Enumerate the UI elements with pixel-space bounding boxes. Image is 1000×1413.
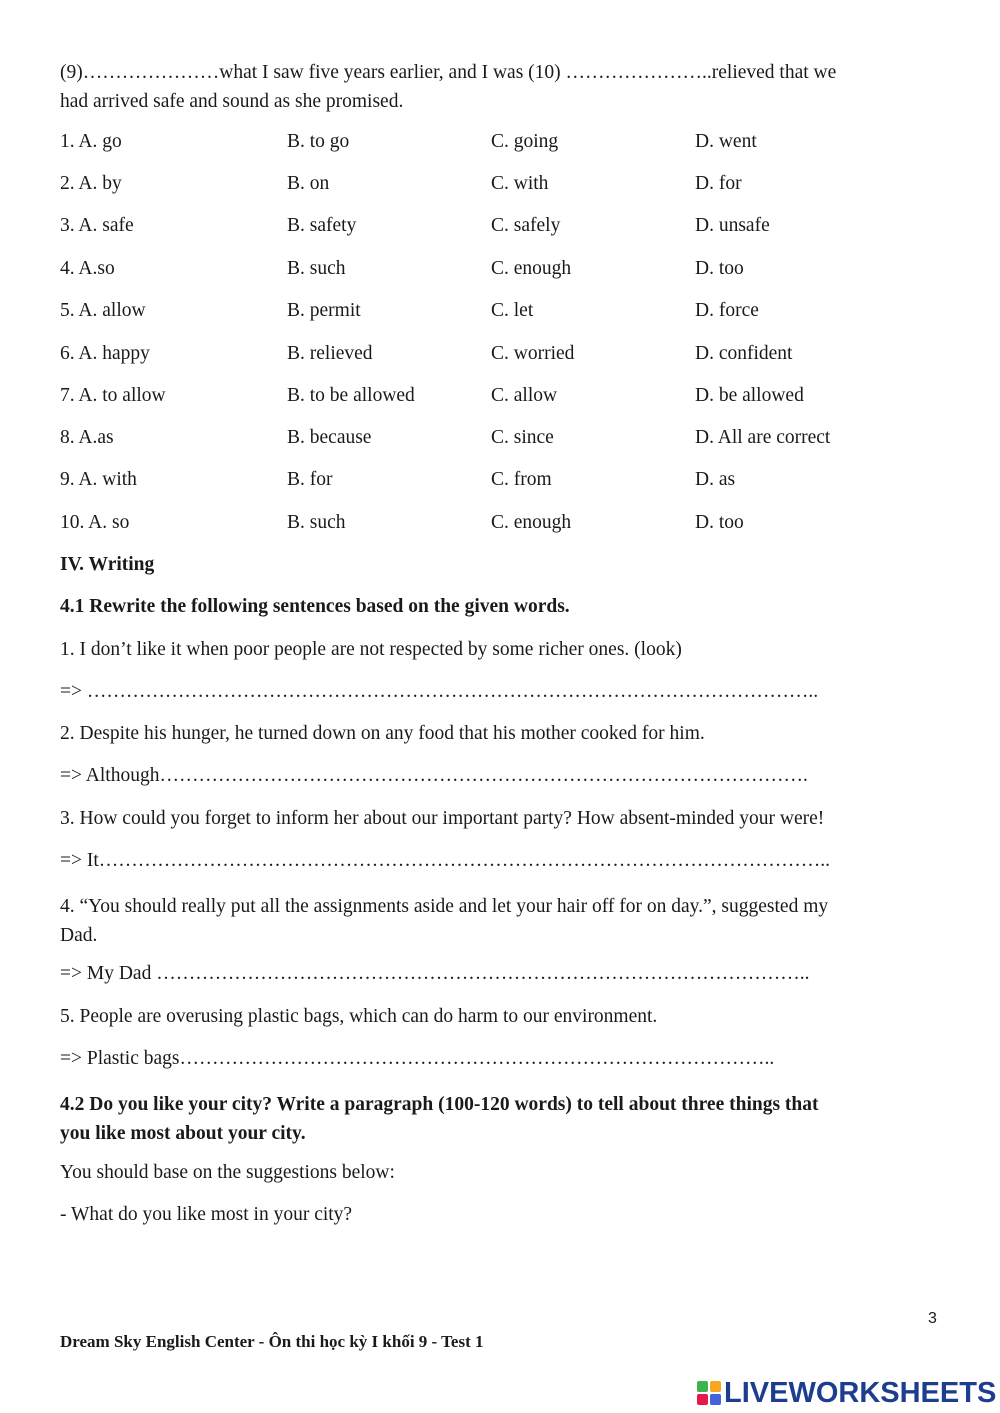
option-c: C. worried [491, 343, 575, 364]
option-c: C. allow [491, 385, 558, 406]
liveworksheets-logo-icon [697, 1381, 721, 1405]
rewrite-answer-3[interactable]: => It………………………………………………………………………………………………….. [60, 850, 831, 871]
option-b: B. safety [287, 215, 357, 236]
option-c: C. going [491, 131, 559, 152]
option-a: 10. A. so [60, 512, 130, 533]
option-c: C. safely [491, 215, 561, 236]
option-d: D. too [695, 258, 744, 279]
option-b: B. on [287, 173, 330, 194]
option-c: C. from [491, 469, 552, 490]
option-a: 4. A.so [60, 258, 115, 279]
option-a: 2. A. by [60, 173, 122, 194]
option-d: D. force [695, 300, 759, 321]
page-number: 3 [928, 1310, 937, 1327]
option-d: D. All are correct [695, 427, 831, 448]
question-row-2 [60, 173, 940, 203]
option-b: B. permit [287, 300, 361, 321]
option-a: 1. A. go [60, 131, 122, 152]
rewrite-prompt-4-line-2: Dad. [60, 925, 98, 946]
option-d: D. went [695, 131, 757, 152]
rewrite-answer-2[interactable]: => Although………………………………………………………………………………………. [60, 765, 808, 786]
question-row-5 [60, 300, 940, 330]
option-d: D. unsafe [695, 215, 770, 236]
passage-line-1: (9)…………………what I saw five years earlier, and I was (10) …………………..relieved that we [60, 62, 837, 83]
option-a: 5. A. allow [60, 300, 146, 321]
question-row-8 [60, 427, 940, 457]
option-a: 9. A. with [60, 469, 137, 490]
option-b: B. for [287, 469, 333, 490]
option-b: B. such [287, 258, 346, 279]
option-a: 6. A. happy [60, 343, 150, 364]
logo-square-1 [697, 1381, 708, 1392]
logo-square-2 [710, 1381, 721, 1392]
rewrite-prompt-3: 3. How could you forget to inform her about our important party? How absent-minded your were! [60, 808, 825, 829]
rewrite-answer-1[interactable]: => ………………………………………………………………………………………………….. [60, 681, 819, 702]
option-b: B. relieved [287, 343, 373, 364]
option-a: 8. A.as [60, 427, 114, 448]
option-b: B. such [287, 512, 346, 533]
option-c: C. with [491, 173, 549, 194]
option-c: C. since [491, 427, 554, 448]
task-heading-paragraph-line-1: 4.2 Do you like your city? Write a paragraph (100-120 words) to tell about three things that [60, 1094, 819, 1115]
rewrite-prompt-1: 1. I don’t like it when poor people are not respected by some richer ones. (look) [60, 639, 682, 660]
question-row-10 [60, 512, 940, 542]
option-a: 7. A. to allow [60, 385, 166, 406]
task-heading-paragraph-line-2: you like most about your city. [60, 1123, 306, 1144]
question-row-9 [60, 469, 940, 499]
rewrite-prompt-4-line-1: 4. “You should really put all the assignments aside and let your hair off for on day.”, suggested my [60, 896, 829, 917]
rewrite-answer-4[interactable]: => My Dad ……………………………………………………………………………………….. [60, 963, 810, 984]
option-a: 3. A. safe [60, 215, 134, 236]
logo-square-3 [697, 1394, 708, 1405]
section-heading-writing: IV. Writing [60, 554, 155, 575]
task-heading-rewrite: 4.1 Rewrite the following sentences based on the given words. [60, 596, 570, 617]
rewrite-prompt-4 [60, 892, 940, 950]
option-b: B. to go [287, 131, 350, 152]
option-c: C. enough [491, 258, 572, 279]
passage-line-2: had arrived safe and sound as she promised. [60, 91, 404, 112]
option-b: B. to be allowed [287, 385, 415, 406]
option-d: D. be allowed [695, 385, 804, 406]
question-row-4 [60, 258, 940, 288]
option-d: D. as [695, 469, 736, 490]
intro-passage [60, 58, 940, 116]
question-row-1 [60, 131, 940, 161]
question-row-7 [60, 385, 940, 415]
suggestion-intro: You should base on the suggestions below: [60, 1162, 395, 1183]
option-d: D. too [695, 512, 744, 533]
rewrite-prompt-2: 2. Despite his hunger, he turned down on any food that his mother cooked for him. [60, 723, 705, 744]
suggestion-item-1: - What do you like most in your city? [60, 1204, 353, 1225]
option-b: B. because [287, 427, 372, 448]
logo-square-4 [710, 1394, 721, 1405]
rewrite-answer-5[interactable]: => Plastic bags……………………………………………………………………………….. [60, 1048, 775, 1069]
option-c: C. let [491, 300, 534, 321]
question-row-6 [60, 343, 940, 373]
liveworksheets-logo-text: LIVEWORKSHEETS [724, 1376, 997, 1409]
option-d: D. confident [695, 343, 793, 364]
rewrite-prompt-5: 5. People are overusing plastic bags, which can do harm to our environment. [60, 1006, 658, 1027]
task-heading-paragraph [60, 1090, 940, 1148]
option-c: C. enough [491, 512, 572, 533]
page-footer: Dream Sky English Center - Ôn thi học kỳ I khối 9 - Test 1 [60, 1332, 484, 1351]
option-d: D. for [695, 173, 742, 194]
question-row-3 [60, 215, 940, 245]
liveworksheets-watermark [697, 1376, 996, 1410]
